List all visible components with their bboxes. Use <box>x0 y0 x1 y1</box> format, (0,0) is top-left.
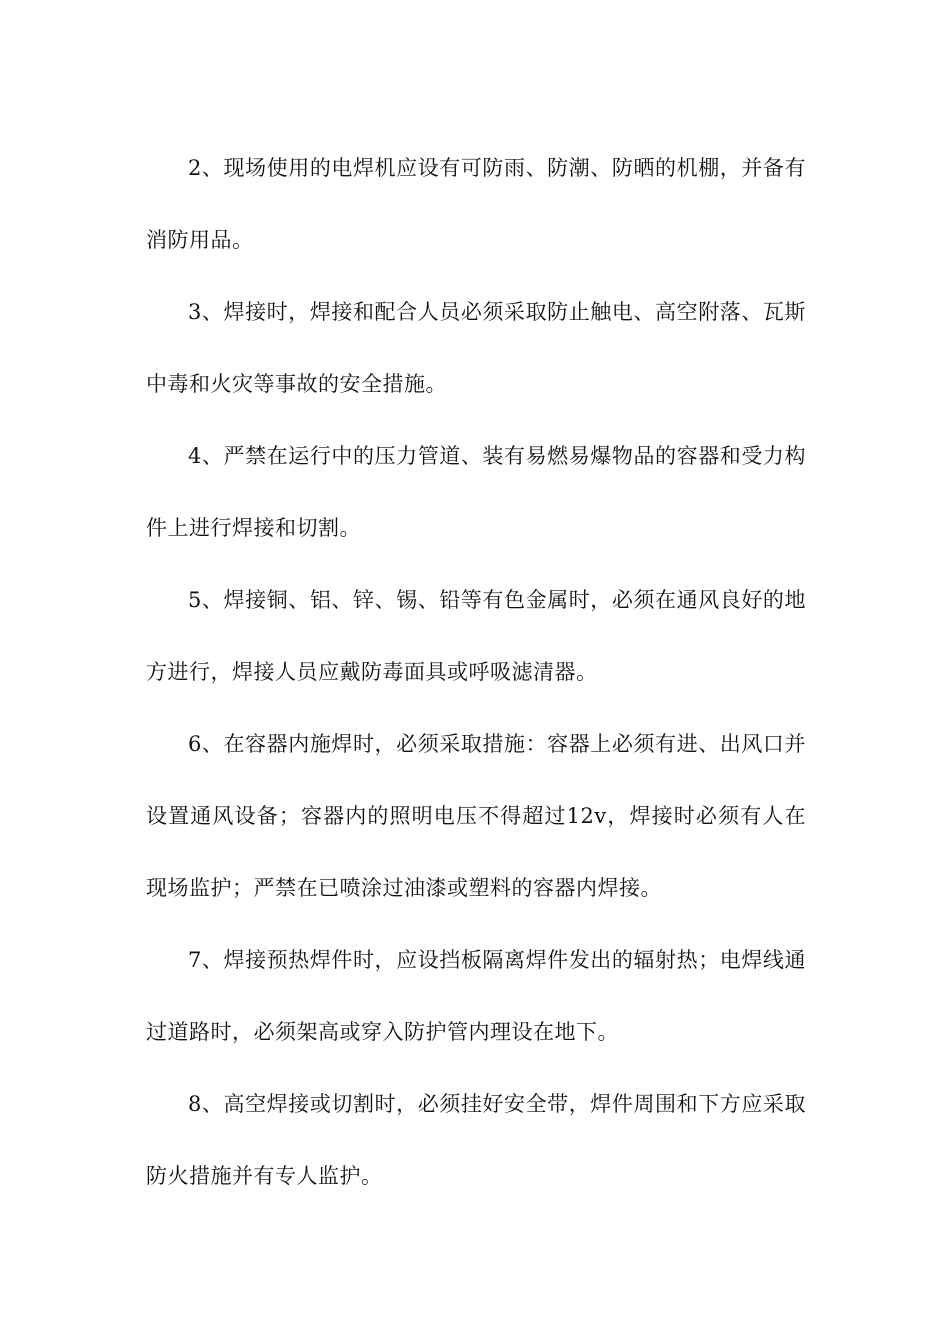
paragraph-item-3: 3、焊接时，焊接和配合人员必须采取防止触电、高空附落、瓦斯中毒和火灾等事故的安全措施。 <box>146 300 806 396</box>
paragraph-item-4: 4、严禁在运行中的压力管道、装有易燃易爆物品的容器和受力构件上进行焊接和切割。 <box>146 444 806 540</box>
paragraph-item-7: 7、焊接预热焊件时，应设挡板隔离焊件发出的辐射热；电焊线通过道路时，必须架高或穿入防护管内理设在地下。 <box>146 948 806 1044</box>
document-body <box>146 132 806 1212</box>
paragraph-item-6: 6、在容器内施焊时，必须采取措施：容器上必须有进、出风口并设置通风设备；容器内的照明电压不得超过12v，焊接时必须有人在现场监护；严禁在已喷涂过油漆或塑料的容器内焊接。 <box>146 732 806 900</box>
paragraph-item-2: 2、现场使用的电焊机应设有可防雨、防潮、防晒的机棚，并备有消防用品。 <box>146 156 806 252</box>
paragraph-item-5: 5、焊接铜、铝、锌、锡、铅等有色金属时，必须在通风良好的地方进行，焊接人员应戴防毒面具或呼吸滤清器。 <box>146 588 806 684</box>
paragraph-item-8: 8、高空焊接或切割时，必须挂好安全带，焊件周围和下方应采取防火措施并有专人监护。 <box>146 1092 806 1188</box>
